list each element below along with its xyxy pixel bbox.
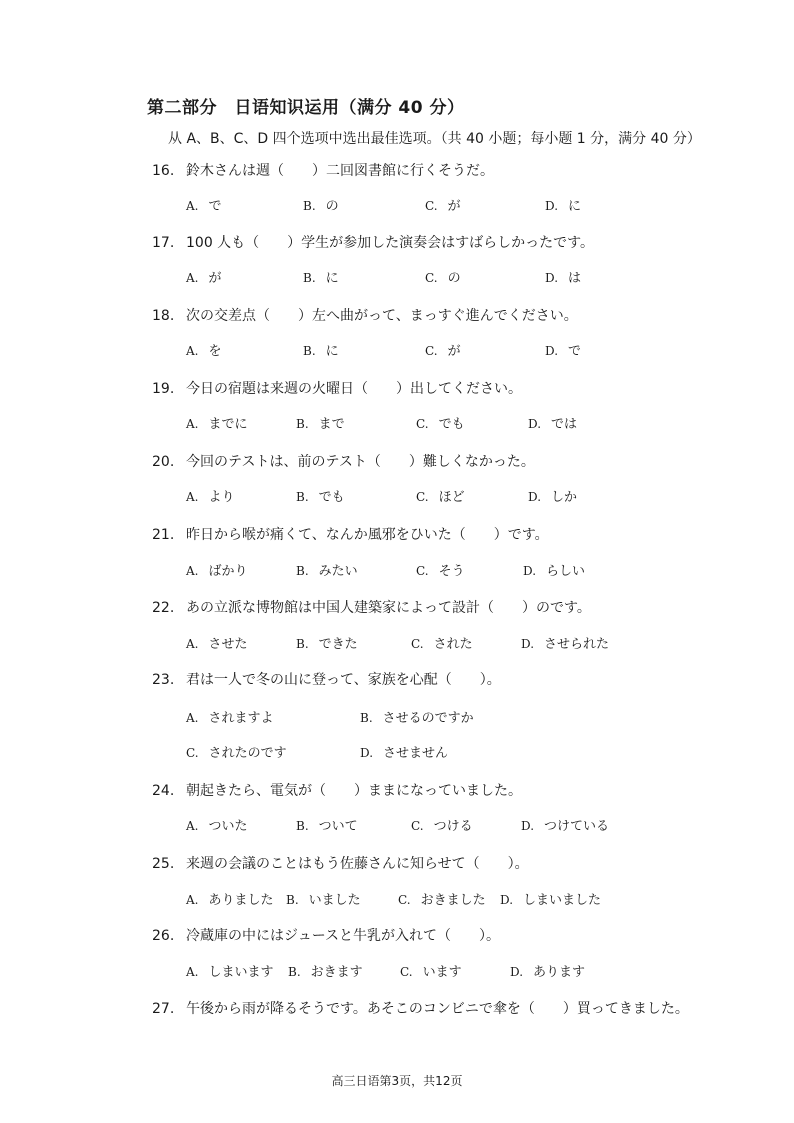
option-letter: D. bbox=[523, 564, 537, 578]
option-letter: D. bbox=[500, 893, 514, 907]
answer-option bbox=[186, 707, 274, 726]
answer-option bbox=[186, 195, 222, 214]
question-text: 朝起きたら、電気が（ ）ままになっていました。 bbox=[186, 783, 522, 799]
question-stem bbox=[152, 998, 689, 1018]
option-text: させられた bbox=[544, 637, 610, 652]
option-text: おきました bbox=[420, 893, 486, 908]
question-stem bbox=[152, 524, 549, 544]
question-stem bbox=[152, 232, 594, 252]
answer-option bbox=[416, 413, 465, 432]
option-text: された bbox=[433, 637, 473, 652]
question-stem bbox=[152, 853, 529, 873]
option-letter: B. bbox=[296, 417, 309, 431]
answer-option bbox=[398, 889, 486, 908]
page-footer: 高三日语第3页，共12页 bbox=[331, 1074, 463, 1088]
answer-option bbox=[545, 195, 581, 214]
option-text: までに bbox=[208, 417, 248, 432]
question-number: 24. bbox=[152, 783, 175, 799]
question-text: 今回のテストは、前のテスト（ ）難しくなかった。 bbox=[186, 454, 535, 470]
option-text: が bbox=[447, 344, 461, 359]
option-letter: B. bbox=[296, 637, 309, 651]
option-letter: A. bbox=[186, 711, 199, 725]
option-letter: D. bbox=[360, 746, 374, 760]
option-letter: B. bbox=[296, 564, 309, 578]
section-title: 第二部分 日语知识运用（满分 40 分） bbox=[147, 98, 465, 118]
option-letter: B. bbox=[303, 344, 316, 358]
option-letter: A. bbox=[186, 819, 199, 833]
option-letter: C. bbox=[416, 417, 429, 431]
option-letter: C. bbox=[416, 490, 429, 504]
option-text: あります bbox=[533, 965, 586, 980]
option-letter: A. bbox=[186, 344, 199, 358]
option-letter: A. bbox=[186, 637, 199, 651]
answer-option bbox=[296, 560, 358, 579]
option-letter: B. bbox=[303, 199, 316, 213]
answer-option bbox=[186, 742, 287, 761]
option-text: でも bbox=[438, 417, 465, 432]
question-number: 16. bbox=[152, 163, 175, 179]
option-text: に bbox=[325, 344, 339, 359]
option-text: おきます bbox=[310, 965, 363, 980]
option-text: できた bbox=[318, 637, 358, 652]
answer-option bbox=[500, 889, 601, 908]
option-letter: A. bbox=[186, 965, 199, 979]
option-text: されたのです bbox=[208, 746, 287, 761]
option-text: ついた bbox=[208, 819, 248, 834]
option-text: が bbox=[447, 199, 461, 214]
option-letter: A. bbox=[186, 490, 199, 504]
option-text: しか bbox=[551, 490, 578, 505]
option-letter: D. bbox=[521, 819, 535, 833]
option-text: では bbox=[551, 417, 578, 432]
question-stem bbox=[152, 451, 535, 471]
option-text: に bbox=[325, 271, 339, 286]
answer-option bbox=[186, 633, 248, 652]
answer-option bbox=[303, 195, 339, 214]
option-text: で bbox=[568, 344, 582, 359]
option-text: そう bbox=[438, 564, 465, 579]
question-stem bbox=[152, 597, 591, 617]
answer-option bbox=[303, 267, 339, 286]
answer-option bbox=[303, 340, 339, 359]
option-text: みたい bbox=[318, 564, 358, 579]
question-stem bbox=[152, 160, 494, 180]
option-text: らしい bbox=[546, 564, 586, 579]
answer-option bbox=[425, 340, 461, 359]
option-letter: B. bbox=[360, 711, 373, 725]
answer-option bbox=[400, 961, 462, 980]
option-letter: D. bbox=[510, 965, 524, 979]
answer-option bbox=[521, 633, 609, 652]
question-text: 鈴木さんは週（ ）二回図書館に行くそうだ。 bbox=[186, 163, 494, 179]
option-text: つけている bbox=[544, 819, 610, 834]
question-number: 25. bbox=[152, 856, 175, 872]
question-number: 18. bbox=[152, 308, 175, 324]
answer-option bbox=[186, 486, 235, 505]
option-letter: A. bbox=[186, 893, 199, 907]
question-stem bbox=[152, 669, 501, 689]
option-text: ありました bbox=[208, 893, 274, 908]
answer-option bbox=[186, 413, 248, 432]
option-letter: C. bbox=[425, 344, 438, 358]
option-letter: B. bbox=[288, 965, 301, 979]
option-letter: C. bbox=[400, 965, 413, 979]
option-letter: D. bbox=[521, 637, 535, 651]
question-text: 次の交差点（ ）左へ曲がって、まっすぐ進んでください。 bbox=[186, 308, 578, 324]
answer-option bbox=[523, 560, 585, 579]
answer-option bbox=[416, 560, 465, 579]
question-text: 君は一人で冬の山に登って、家族を心配（ ）。 bbox=[186, 672, 501, 688]
option-text: しまいます bbox=[208, 965, 274, 980]
option-letter: C. bbox=[416, 564, 429, 578]
question-text: あの立派な博物館は中国人建築家によって設計（ ）のです。 bbox=[186, 600, 591, 616]
question-number: 22. bbox=[152, 600, 175, 616]
question-number: 23. bbox=[152, 672, 175, 688]
option-letter: B. bbox=[286, 893, 299, 907]
option-letter: C. bbox=[425, 271, 438, 285]
answer-option bbox=[286, 889, 361, 908]
question-number: 20. bbox=[152, 454, 175, 470]
option-letter: D. bbox=[545, 271, 559, 285]
option-text: で bbox=[208, 199, 222, 214]
question-text: 100 人も（ ）学生が参加した演奏会はすばらしかったです。 bbox=[186, 235, 595, 251]
option-text: より bbox=[208, 490, 235, 505]
answer-option bbox=[545, 340, 581, 359]
option-letter: A. bbox=[186, 271, 199, 285]
option-text: の bbox=[447, 271, 461, 286]
option-text: ついて bbox=[318, 819, 358, 834]
answer-option bbox=[186, 267, 222, 286]
question-text: 昨日から喉が痛くて、なんか風邪をひいた（ ）です。 bbox=[186, 527, 549, 543]
answer-option bbox=[545, 267, 581, 286]
option-text: しまいました bbox=[523, 893, 602, 908]
option-letter: B. bbox=[303, 271, 316, 285]
option-letter: C. bbox=[398, 893, 411, 907]
answer-option bbox=[416, 486, 465, 505]
answer-option bbox=[186, 340, 222, 359]
option-text: させるのですか bbox=[382, 711, 474, 726]
answer-option bbox=[296, 633, 358, 652]
answer-option bbox=[186, 889, 274, 908]
option-text: が bbox=[208, 271, 222, 286]
option-text: いました bbox=[308, 893, 361, 908]
answer-option bbox=[296, 486, 345, 505]
option-letter: D. bbox=[528, 417, 542, 431]
question-stem bbox=[152, 305, 578, 325]
option-letter: B. bbox=[296, 819, 309, 833]
option-text: でも bbox=[318, 490, 345, 505]
question-stem bbox=[152, 780, 522, 800]
option-letter: C. bbox=[425, 199, 438, 213]
option-letter: D. bbox=[545, 344, 559, 358]
option-letter: D. bbox=[545, 199, 559, 213]
option-text: は bbox=[568, 271, 582, 286]
question-number: 17. bbox=[152, 235, 175, 251]
question-stem bbox=[152, 378, 522, 398]
answer-option bbox=[186, 815, 248, 834]
option-letter: D. bbox=[528, 490, 542, 504]
option-text: に bbox=[568, 199, 582, 214]
answer-option bbox=[425, 267, 461, 286]
answer-option bbox=[288, 961, 363, 980]
answer-option bbox=[296, 815, 358, 834]
answer-option bbox=[360, 707, 474, 726]
question-stem bbox=[152, 925, 500, 945]
option-text: させません bbox=[383, 746, 449, 761]
answer-option bbox=[411, 815, 473, 834]
option-text: まで bbox=[318, 417, 345, 432]
question-text: 冷蔵庫の中にはジュースと牛乳が入れて（ ）。 bbox=[186, 928, 501, 944]
option-letter: C. bbox=[411, 637, 424, 651]
option-text: されますよ bbox=[208, 711, 274, 726]
answer-option bbox=[425, 195, 461, 214]
option-text: ほど bbox=[438, 490, 465, 505]
question-text: 午後から雨が降るそうです。あそこのコンビニで傘を（ ）買ってきました。 bbox=[186, 1001, 689, 1017]
section-instruction: 从 A、B、C、D 四个选项中选出最佳选项。（共 40 小题；每小题 1 分，满分 40 分） bbox=[168, 131, 701, 147]
answer-option bbox=[296, 413, 345, 432]
option-letter: A. bbox=[186, 417, 199, 431]
answer-option bbox=[186, 961, 274, 980]
answer-option bbox=[186, 560, 248, 579]
question-number: 21. bbox=[152, 527, 175, 543]
option-letter: A. bbox=[186, 564, 199, 578]
option-letter: C. bbox=[186, 746, 199, 760]
option-text: います bbox=[422, 965, 462, 980]
option-text: させた bbox=[208, 637, 248, 652]
option-letter: A. bbox=[186, 199, 199, 213]
answer-option bbox=[528, 486, 577, 505]
question-number: 26. bbox=[152, 928, 175, 944]
option-letter: B. bbox=[296, 490, 309, 504]
answer-option bbox=[521, 815, 609, 834]
option-text: を bbox=[208, 344, 222, 359]
answer-option bbox=[510, 961, 585, 980]
question-number: 27. bbox=[152, 1001, 175, 1017]
question-text: 今日の宿題は来週の火曜日（ ）出してください。 bbox=[186, 381, 522, 397]
option-text: の bbox=[325, 199, 339, 214]
option-text: ばかり bbox=[208, 564, 248, 579]
question-number: 19. bbox=[152, 381, 175, 397]
answer-option bbox=[411, 633, 473, 652]
option-letter: C. bbox=[411, 819, 424, 833]
answer-option bbox=[360, 742, 448, 761]
option-text: つける bbox=[433, 819, 473, 834]
answer-option bbox=[528, 413, 577, 432]
question-text: 来週の会議のことはもう佐藤さんに知らせて（ ）。 bbox=[186, 856, 529, 872]
